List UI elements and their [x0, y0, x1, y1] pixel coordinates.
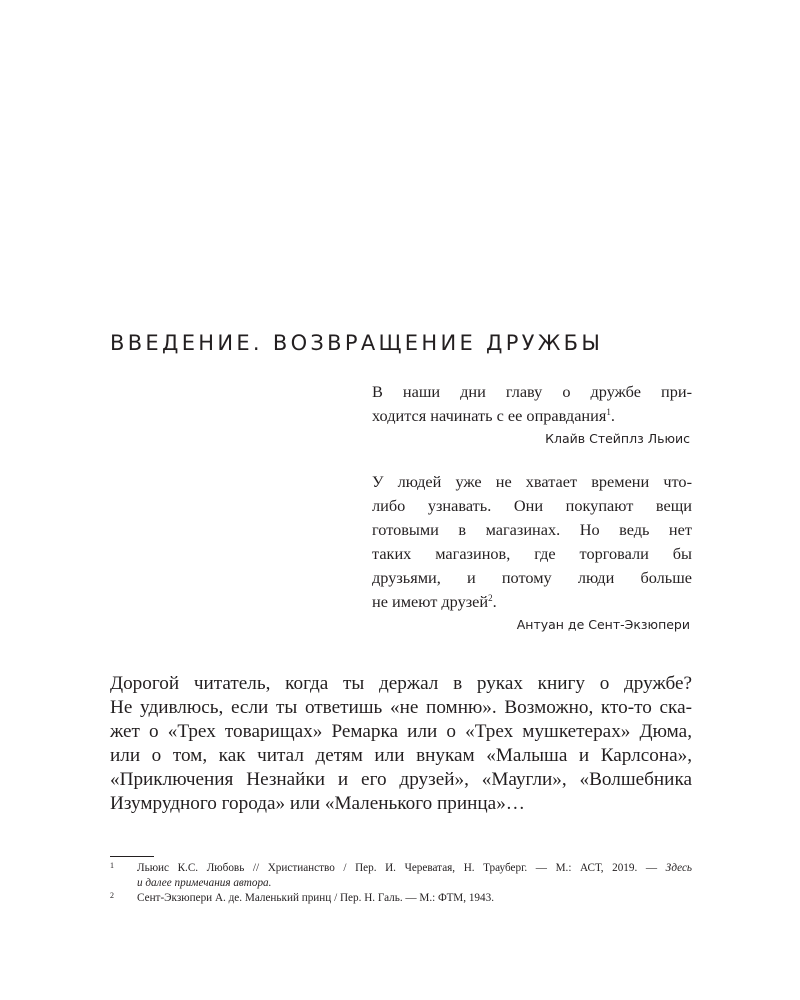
body-line: Изумрудного города» или «Маленького принца»… [110, 793, 525, 814]
body-paragraph [110, 672, 692, 816]
epigraph-author: Антуан де Сент-Экзюпери [516, 617, 690, 632]
footnote-line [137, 876, 692, 891]
epigraph-line: не имеют друзей$^2$. [372, 592, 497, 611]
footnote-italic: и далее примечания автора. [137, 877, 272, 889]
epigraph-line: друзьями, и потому люди больше [372, 568, 692, 587]
chapter-title: ВВЕДЕНИЕ. ВОЗВРАЩЕНИЕ ДРУЖБЫ [110, 331, 604, 355]
epigraph-line: В наши дни главу о дружбе при- [372, 382, 692, 401]
footnote-text: Сент-Экзюпери А. де. Маленький принц / Пер. Н. Галь. — М.: ФТМ, 1943. [137, 892, 494, 904]
epigraph-line: ходится начинать с ее оправдания$^1$. [372, 406, 615, 425]
body-line: «Приключения Незнайки и его друзей», «Маугли», «Волшебника [110, 769, 692, 790]
body-line: Не удивлюсь, если ты ответишь «не помню». Возможно, кто-то ска- [110, 697, 692, 718]
footnote-text: Льюис К.С. Любовь // Христианство / Пер. И. Череватая, Н. Трауберг. — М.: АСТ, 2019. — [137, 862, 658, 874]
epigraph-author: Клайв Стейплз Льюис [545, 431, 690, 446]
footnote-1 [110, 861, 692, 891]
body-line: или о том, как читал детям или внукам «Малыша и Карлсона», [110, 745, 692, 766]
footnote-ref-2: 2 [488, 593, 493, 603]
body-line: Дорогой читатель, когда ты держал в руках книгу о дружбе? [110, 673, 692, 694]
footnote-line [137, 861, 692, 876]
epigraph-line: либо узнавать. Они покупают вещи [372, 496, 692, 515]
footnotes [110, 861, 692, 906]
footnote-number: 2 [110, 891, 114, 900]
epigraph-line-text: ходится начинать с ее оправдания [372, 406, 607, 425]
epigraph-line-text: не имеют друзей [372, 592, 489, 611]
footnote-divider [110, 856, 154, 857]
epigraph-line: таких магазинов, где торговали бы [372, 544, 692, 563]
footnote-ref-1: 1 [606, 407, 611, 417]
epigraph-lewis [372, 380, 692, 448]
footnote-italic: Здесь [665, 862, 692, 874]
body-line: жет о «Трех товарищах» Ремарка или о «Трех мушкетерах» Дюма, [110, 721, 692, 742]
epigraph-line: готовыми в магазинах. Но ведь нет [372, 520, 692, 539]
epigraph-exupery [372, 470, 692, 634]
footnote-number: 1 [110, 861, 114, 870]
epigraph-line: У людей уже не хватает времени что- [372, 472, 692, 491]
footnote-2 [110, 891, 692, 906]
